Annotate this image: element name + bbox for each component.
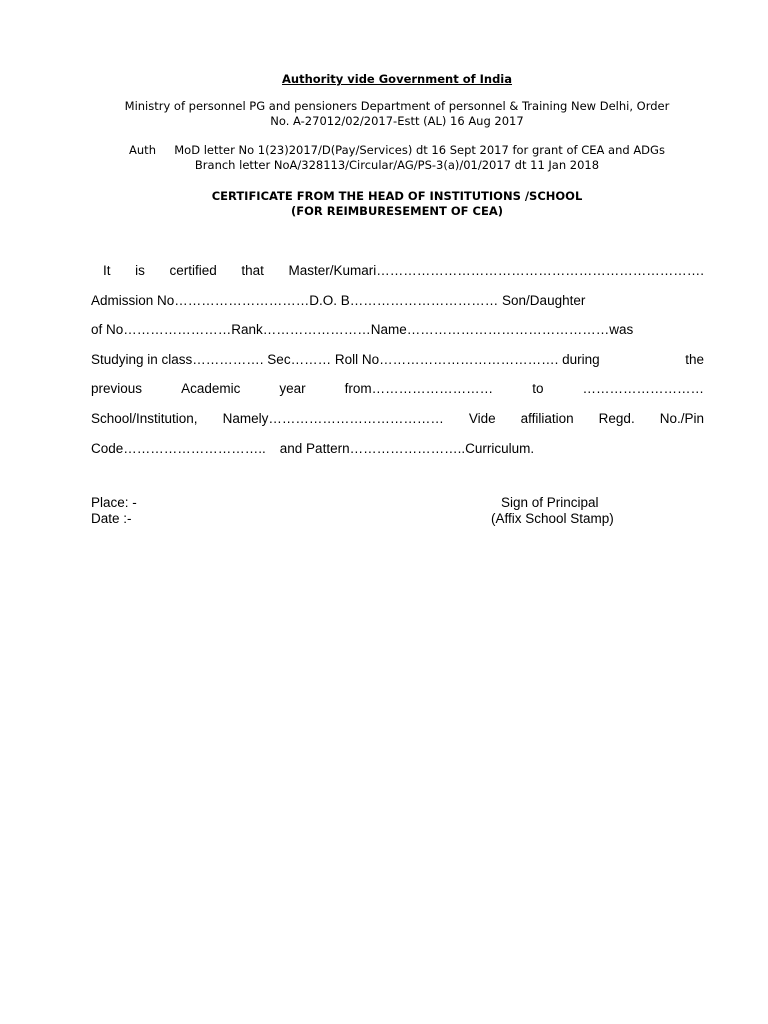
certificate-body bbox=[91, 256, 704, 463]
certificate-heading-line-2: (FOR REIMBURESEMENT OF CEA) bbox=[291, 204, 503, 218]
body-word: Academic bbox=[181, 381, 241, 397]
body-line-2 bbox=[91, 286, 704, 316]
body-line-3 bbox=[91, 315, 704, 345]
body-word: is bbox=[135, 263, 145, 278]
body-word: previous bbox=[91, 381, 143, 397]
auth-line-1: Auth MoD letter No 1(23)2017/D(Pay/Services) dt 16 Sept 2017 for grant of CEA and ADGs bbox=[129, 143, 665, 157]
body-line-6 bbox=[91, 404, 704, 434]
body-word: to bbox=[532, 381, 544, 397]
auth-line-2: Branch letter NoA/328113/Circular/AG/PS-3(a)/01/2017 dt 11 Jan 2018 bbox=[194, 158, 600, 172]
body-word: and Pattern……………………..Curriculum. bbox=[279, 440, 535, 456]
body-word: of No……………………Rank……………………Name………………………………………was bbox=[91, 322, 634, 338]
body-word: ……………………… bbox=[582, 381, 704, 397]
body-line-1 bbox=[91, 256, 704, 286]
body-word: Admission No…………………………D.O. B…………………………… Son/Daughter bbox=[91, 292, 586, 308]
school-stamp-label: (Affix School Stamp) bbox=[491, 511, 614, 526]
ministry-reference bbox=[90, 99, 704, 129]
body-word: affiliation bbox=[520, 410, 574, 426]
body-word: Namely………………………………… bbox=[222, 410, 444, 426]
ministry-line-2: No. A-27012/02/2017-Estt (AL) 16 Aug 2017 bbox=[270, 114, 524, 128]
principal-signature-label: Sign of Principal bbox=[501, 495, 599, 510]
body-word: that bbox=[241, 263, 264, 278]
body-word: School/Institution, bbox=[91, 410, 198, 426]
body-word: Code………………………….. bbox=[91, 440, 266, 456]
body-line-4 bbox=[91, 345, 704, 375]
body-line-5 bbox=[91, 374, 704, 404]
body-word: year bbox=[279, 381, 306, 397]
body-word: from……………………… bbox=[344, 381, 494, 397]
body-word: It bbox=[103, 263, 111, 278]
ministry-line-1: Ministry of personnel PG and pensioners Department of personnel & Training New Delhi, Order bbox=[124, 99, 670, 113]
body-word: certified bbox=[169, 263, 217, 278]
document-title: Authority vide Government of India bbox=[281, 72, 513, 86]
place-label: Place: - bbox=[91, 495, 137, 510]
body-line-7 bbox=[91, 434, 704, 464]
body-word: Regd. bbox=[598, 410, 635, 426]
body-word: No./Pin bbox=[659, 410, 704, 426]
authority-reference bbox=[90, 143, 704, 173]
certificate-heading bbox=[90, 189, 704, 219]
body-word: the bbox=[685, 351, 704, 367]
word-gap bbox=[266, 434, 280, 464]
certificate-heading-line-1: CERTIFICATE FROM THE HEAD OF INSTITUTIONS /SCHOOL bbox=[211, 189, 583, 203]
body-word: Studying in class……………. Sec……… Roll No…………………………………. during bbox=[91, 351, 600, 367]
body-word: Master/Kumari………………………………………………………………. bbox=[288, 263, 704, 278]
body-word: Vide bbox=[468, 410, 496, 426]
date-label: Date :- bbox=[91, 511, 132, 526]
